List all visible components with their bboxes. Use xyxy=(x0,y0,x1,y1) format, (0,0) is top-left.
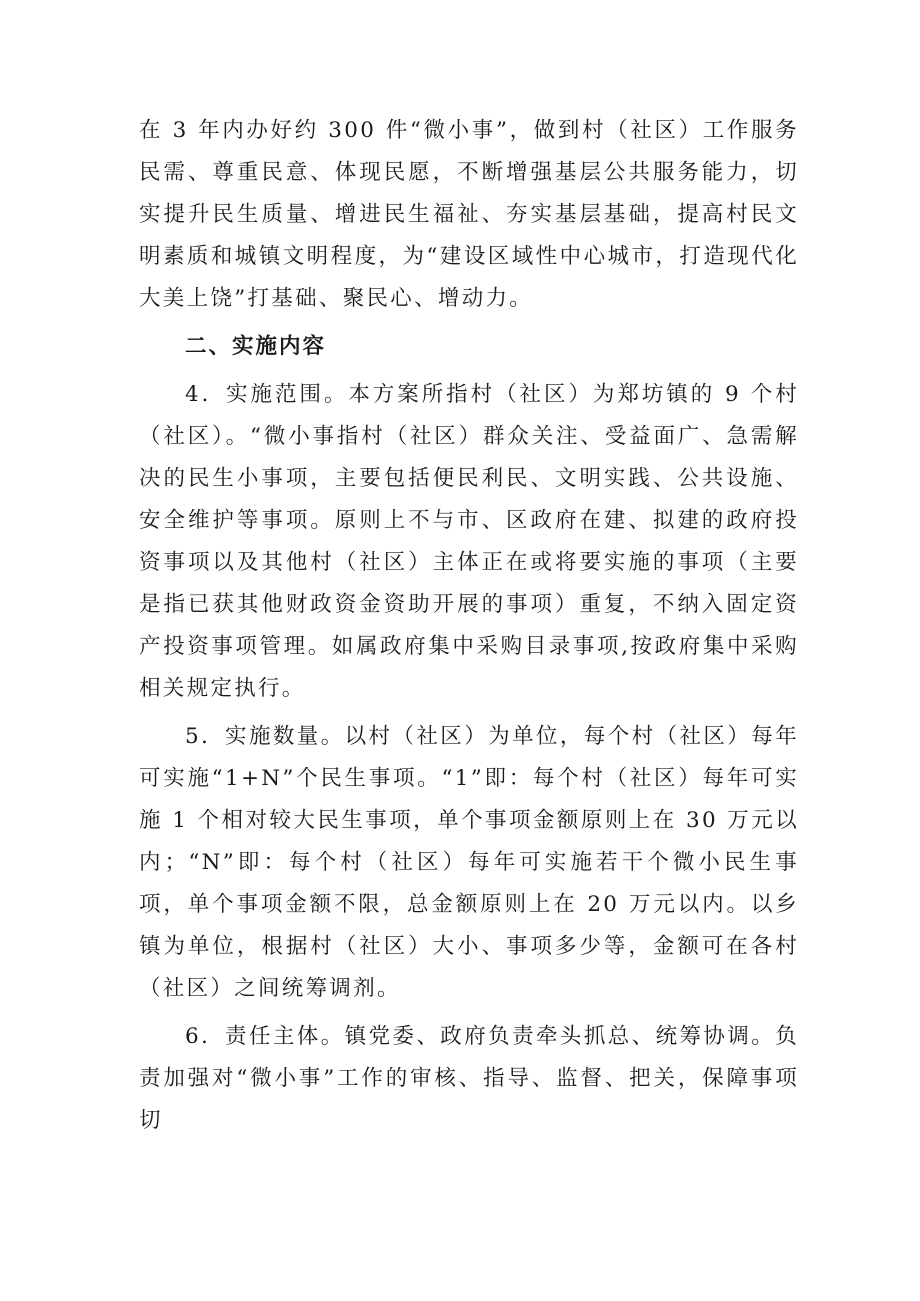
document-body xyxy=(139,110,799,1148)
paragraph-scope: 4．实施范围。本方案所指村（社区）为郑坊镇的 9 个村（社区）。“微小事指村（社区）群众关注、受益面广、急需解决的民生小事项，主要包括便民利民、文明实践、公共设施、安全维护等事项。原则上不与市、区政府在建、拟建的政府投资事项以及其他村（社区）主体正在或将要实施的事项（主要是指已获其他财政资金资助开展的事项）重复，不纳入固定资产投资事项管理。如属政府集中采购目录事项,按政府集中采购相关规定执行。 xyxy=(139,382,799,701)
paragraph-responsibility: 6．责任主体。镇党委、政府负责牵头抓总、统筹协调。负责加强对“微小事”工作的审核、指导、监督、把关，保障事项切 xyxy=(139,1024,799,1133)
section-heading-implementation: 二、实施内容 xyxy=(185,334,327,359)
paragraph-quantity: 5．实施数量。以村（社区）为单位，每个村（社区）每年可实施“1+N”个民生事项。“1”即：每个村（社区）每年可实施 1 个相对较大民生事项，单个事项金额原则上在 30 万元以内；“N”即：每个村（社区）每年可实施若干个微小民生事项，单个事项金额不限，总金额原则上在 20 万元以内。以乡镇为单位，根据村（社区）大小、事项多少等，金额可在各村（社区）之间统筹调剂。 xyxy=(139,724,799,1001)
paragraph-goals: 在 3 年内办好约 300 件“微小事”，做到村（社区）工作服务民需、尊重民意、体现民愿，不断增强基层公共服务能力，切实提升民生质量、增进民生福祉、夯实基层基础，提高村民文明素质和城镇文明程度，为“建设区域性中心城市，打造现代化大美上饶”打基础、聚民心、增动力。 xyxy=(139,118,799,311)
